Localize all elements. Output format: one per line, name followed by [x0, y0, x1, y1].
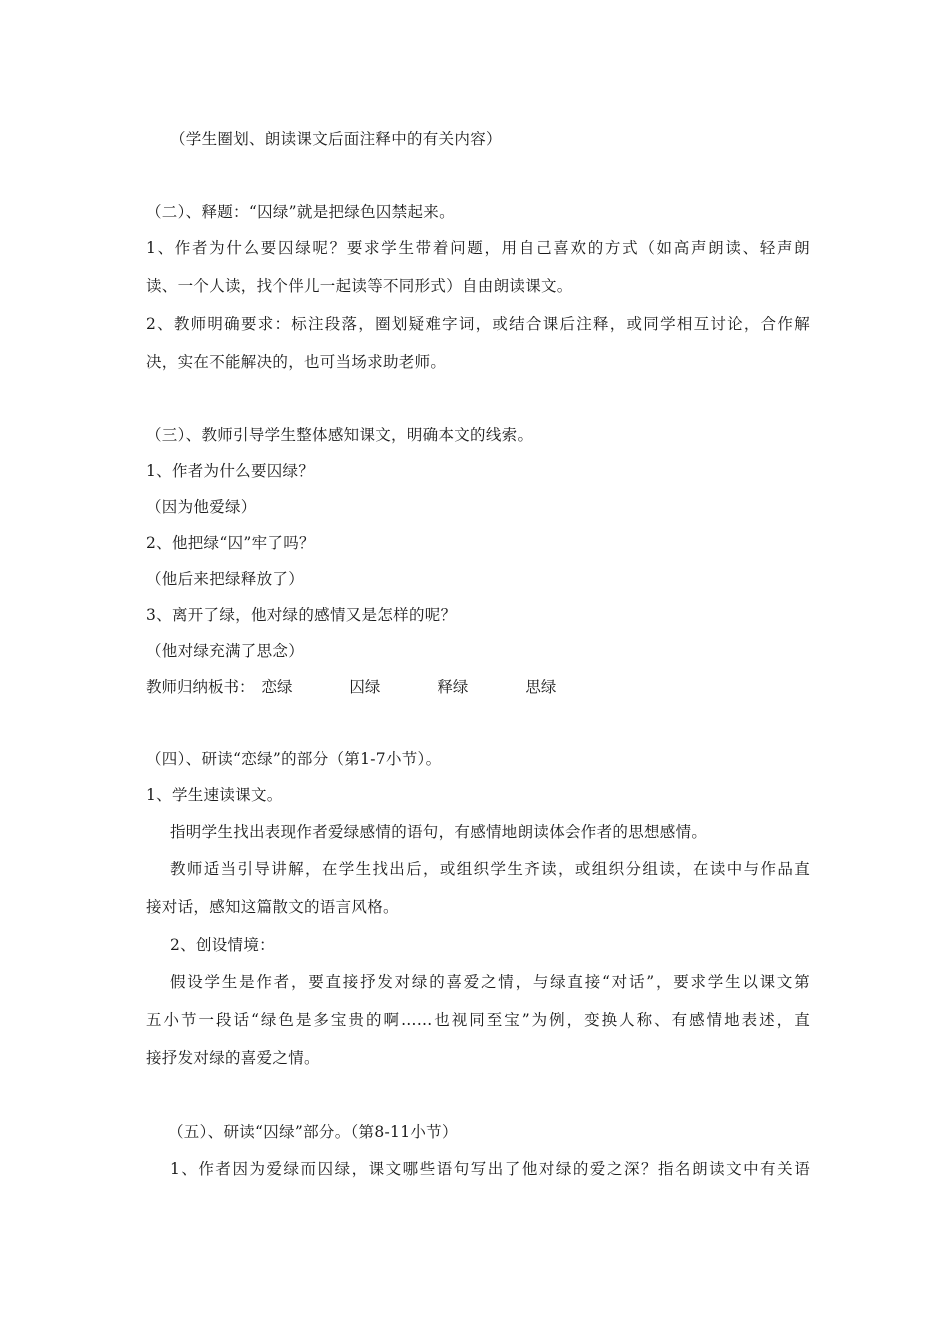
paragraph-line: 假设学生是作者，要直接抒发对绿的喜爱之情，与绿直接“对话”，要求学生以课文第 — [170, 973, 810, 991]
paragraph-line: 决，实在不能解决的，也可当场求助老师。 — [146, 353, 447, 371]
section-four-heading: （四）、研读“恋绿”的部分（第1-7小节）。 — [146, 750, 442, 768]
board-label: 教师归纳板书： — [146, 678, 255, 696]
paragraph-line: 1、作者为什么要囚绿呢？要求学生带着问题，用自己喜欢的方式（如高声朗读、轻声朗 — [146, 239, 810, 257]
step-line: 2、创设情境： — [170, 936, 275, 954]
board-item: 恋绿 — [261, 678, 293, 696]
paragraph-line: 读、一个人读，找个伴儿一起读等不同形式）自由朗读课文。 — [146, 277, 573, 295]
question-line: 1、作者为什么要囚绿？ — [146, 462, 315, 480]
section-three-heading: （三）、教师引导学生整体感知课文，明确本文的线索。 — [146, 426, 534, 444]
paragraph-line: 接对话，感知这篇散文的语言风格。 — [146, 898, 399, 916]
paragraph-line: 五小节一段话“绿色是多宝贵的啊……也视同至宝”为例，变换人称、有感情地表述，直 — [146, 1011, 810, 1029]
step-line: 1、学生速读课文。 — [146, 786, 283, 804]
question-line: 2、他把绿“囚”牢了吗？ — [146, 534, 315, 552]
board-item: 囚绿 — [349, 678, 381, 696]
board-item: 释绿 — [437, 678, 469, 696]
answer-line: （因为他爱绿） — [146, 498, 257, 516]
paragraph-line: 教师适当引导讲解，在学生找出后，或组织学生齐读，或组织分组读，在读中与作品直 — [170, 860, 810, 878]
question-line: 3、离开了绿，他对绿的感情又是怎样的呢？ — [146, 606, 457, 624]
note-line: （学生圈划、朗读课文后面注释中的有关内容） — [170, 130, 502, 148]
paragraph-line: 2、教师明确要求：标注段落，圈划疑难字词，或结合课后注释，或同学相互讨论，合作解 — [146, 315, 810, 333]
paragraph-line: 1、作者因为爱绿而囚绿，课文哪些语句写出了他对绿的爱之深？指名朗读文中有关语 — [170, 1160, 810, 1178]
answer-line: （他对绿充满了思念） — [146, 642, 305, 660]
answer-line: （他后来把绿释放了） — [146, 570, 305, 588]
board-item: 思绿 — [525, 678, 557, 696]
blackboard-summary — [146, 676, 556, 698]
section-two-heading: （二）、释题：“囚绿”就是把绿色囚禁起来。 — [146, 203, 455, 221]
section-five-heading: （五）、研读“囚绿”部分。（第8-11小节） — [168, 1123, 458, 1141]
paragraph-line: 接抒发对绿的喜爱之情。 — [146, 1049, 320, 1067]
paragraph-line: 指明学生找出表现作者爱绿感情的语句，有感情地朗读体会作者的思想感情。 — [170, 823, 708, 841]
